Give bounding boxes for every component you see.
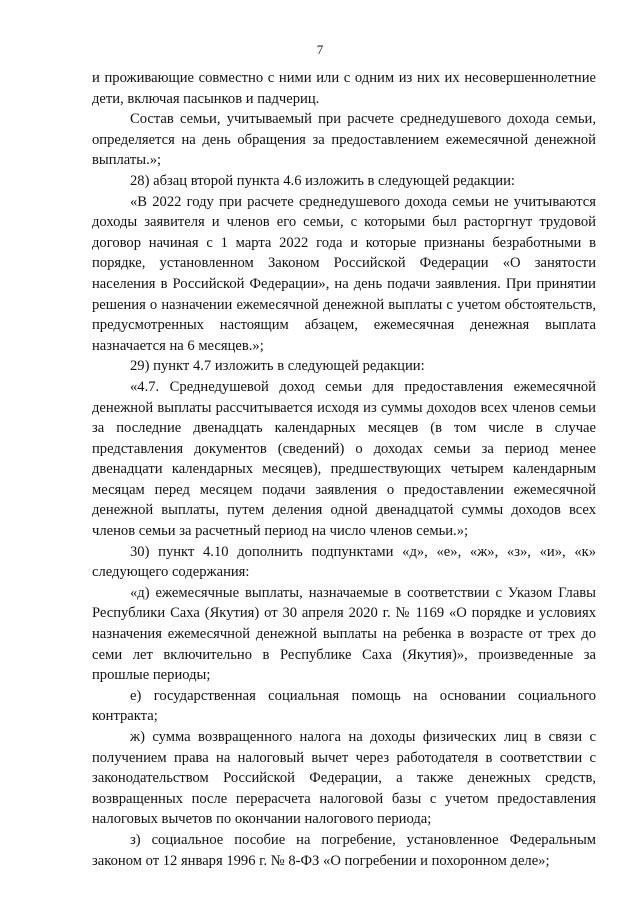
paragraph: «В 2022 году при расчете среднедушевого дохода семьи не учитываются доходы заявителя и членов его семьи, с которыми был расторгнут трудовой договор начиная с 1 марта 2022 года и которые признаны безработными в порядке, установленном Законом Российской Федерации «О занятости населения в Российской Федерации», на день подачи заявления. При принятии решения о назначении ежемесячной денежной выплаты с учетом обстоятельств, предусмотренных настоящим абзацем, ежемесячная денежная выплата назначается на 6 месяцев.»; <box>92 193 596 354</box>
paragraph: Состав семьи, учитываемый при расчете среднедушевого дохода семьи, определяется на день обращения за предоставлением ежемесячной денежной выплаты.»; <box>92 111 596 169</box>
paragraph: з) социальное пособие на погребение, установленное Федеральным законом от 12 января 1996 г. № 8-ФЗ «О погребении и похоронном деле»; <box>92 831 596 869</box>
paragraph: 29) пункт 4.7 изложить в следующей редакции: <box>130 358 425 375</box>
paragraph: «д) ежемесячные выплаты, назначаемые в соответствии с Указом Главы Республики Саха (Якутия) от 30 апреля 2020 г. № 1169 «О порядке и условиях назначения ежемесячной денежной выплаты на ребенка в возрасте от трех до семи лет включительно в Республике Саха (Якутия)», произведенные за прошлые периоды; <box>92 584 596 684</box>
paragraph: «4.7. Среднедушевой доход семьи для предоставления ежемесячной денежной выплаты рассчитывается исходя из суммы доходов всех членов семьи за последние двенадцать календарных месяцев (в том числе в случае представления документов (сведений) о доходах семьи за период менее двенадцати календарных месяцев), предшествующих четырем календарным месяцам перед месяцем подачи заявления о предоставлении ежемесячной денежной выплаты, путем деления одной двенадцатой суммы доходов всех членов семьи за расчетный период на число членов семьи.»; <box>92 378 596 540</box>
document-body <box>92 68 596 871</box>
paragraph: и проживающие совместно с ними или с одним из них их несовершеннолетние дети, включая пасынков и падчериц. <box>92 70 596 107</box>
page-number: 7 <box>316 42 324 57</box>
paragraph: 28) абзац второй пункта 4.6 изложить в следующей редакции: <box>130 172 515 189</box>
paragraph: 30) пункт 4.10 дополнить подпунктами «д», «е», «ж», «з», «и», «к» следующего содержания: <box>92 543 596 581</box>
paragraph: е) государственная социальная помощь на основании социального контракта; <box>92 687 596 725</box>
paragraph: ж) сумма возвращенного налога на доходы физических лиц в связи с получением права на налоговый вычет через работодателя в соответствии с законодательством Российской Федерации, а также денежных средств, возвращенных после перерасчета налоговой базы с учетом предоставления налоговых вычетов по окончании налогового периода; <box>92 729 596 828</box>
